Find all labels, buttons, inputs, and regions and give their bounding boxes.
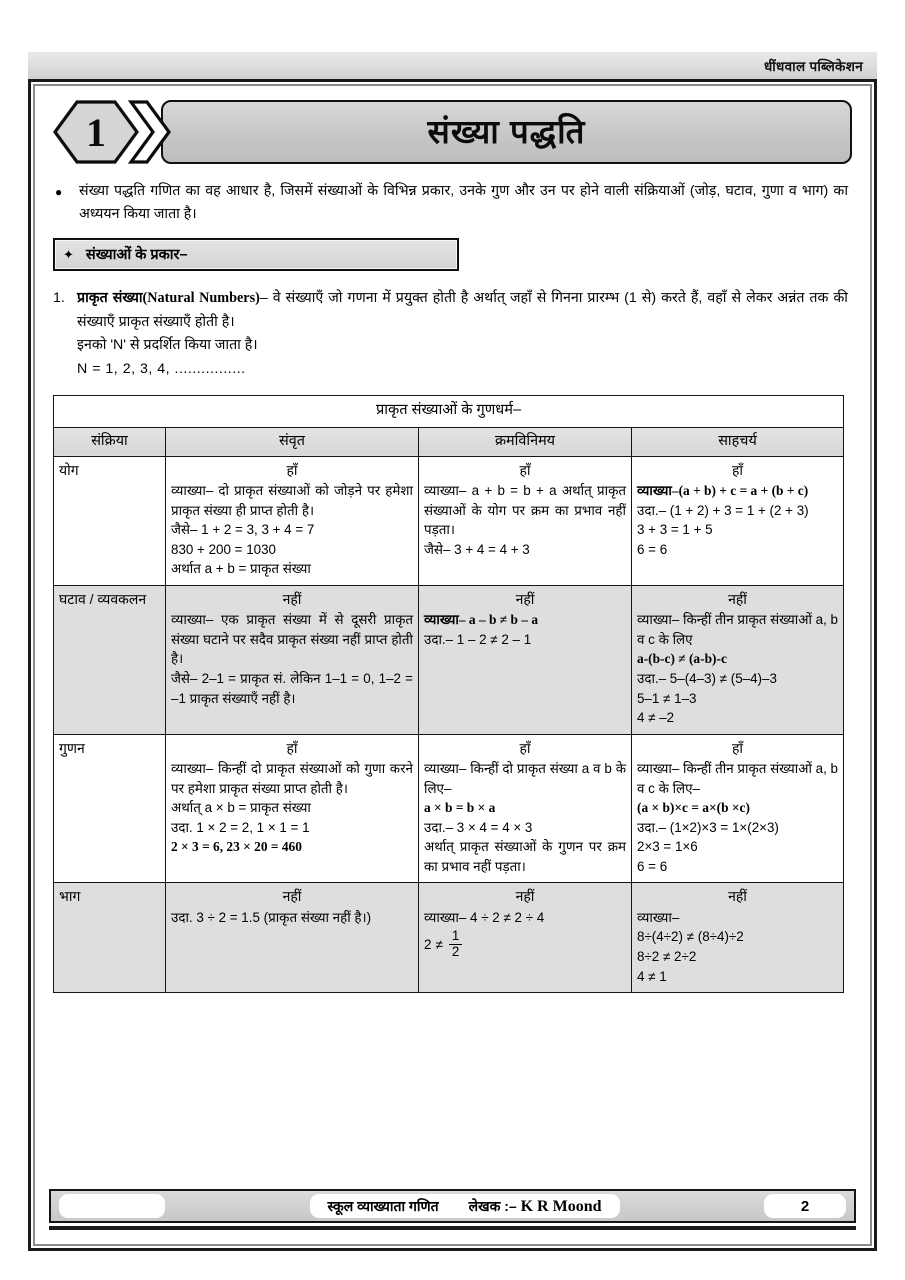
- explanation: व्याख्या– a – b ≠ b – a: [424, 612, 539, 628]
- column-header-commutative: क्रमविनिमय: [419, 427, 632, 456]
- cell-commutative: [419, 456, 632, 585]
- verdict: हाँ: [519, 461, 531, 478]
- example-1: जैसे– 1 + 2 = 3, 3 + 4 = 7: [171, 522, 315, 538]
- explanation: व्याख्या–: [637, 909, 680, 925]
- publisher-band: [28, 52, 877, 79]
- example-3: 6 = 6: [637, 858, 668, 874]
- types-of-numbers-box: [53, 238, 459, 271]
- formula: a × b = b × a: [424, 800, 496, 816]
- properties-table: [53, 395, 844, 993]
- explanation: व्याख्या– एक प्राकृत संख्या में से दूसरी प्राकृत संख्या घटाने पर सदैव प्राकृत संख्या नहीं प्राप्त होती है।: [171, 612, 413, 667]
- cell-closure: [166, 585, 419, 734]
- table-row: [54, 883, 844, 993]
- formula: 8÷(4÷2) ≠ (8÷4)÷2: [637, 929, 744, 945]
- natural-numbers-item: [53, 287, 848, 381]
- example-1: उदा.– 3 × 4 = 4 × 3: [424, 819, 533, 835]
- cell-operation: गुणन: [54, 734, 166, 883]
- list-index: 1.: [53, 290, 65, 306]
- cell-closure: [166, 456, 419, 585]
- chapter-title: संख्या पद्धति: [427, 112, 586, 150]
- column-header-associative: साहचर्य: [632, 427, 844, 456]
- verdict: हाँ: [731, 739, 744, 756]
- not-equal-icon: ≠: [435, 937, 443, 953]
- cell-operation: भाग: [54, 883, 166, 993]
- column-header-operation: संक्रिया: [54, 427, 166, 456]
- cell-operation: घटाव / व्यवकलन: [54, 585, 166, 734]
- example-1: जैसे– 3 + 4 = 4 + 3: [424, 541, 530, 557]
- footer-bar: [49, 1189, 856, 1223]
- footer-author-label: लेखक :–: [468, 1197, 517, 1214]
- fraction-denominator: 2: [451, 943, 460, 959]
- chapter-number-hexagon: [53, 100, 171, 164]
- chapter-title-bar: [161, 100, 852, 164]
- publisher-name: धींधवाल पब्लिकेशन: [763, 58, 863, 74]
- verdict: नहीं: [728, 888, 747, 905]
- fraction: [449, 929, 462, 958]
- footer-center-pill: [310, 1194, 620, 1218]
- table-caption: प्राकृत संख्याओं के गुणधर्म–: [54, 396, 844, 427]
- cell-associative: [632, 883, 844, 993]
- explanation: व्याख्या– a + b = b + a अर्थात् प्राकृत संख्याओं के योग पर क्रम का प्रभाव नहीं पड़ता।: [424, 483, 626, 538]
- cell-closure: [166, 883, 419, 993]
- verdict: हाँ: [286, 739, 298, 756]
- verdict: हाँ: [731, 461, 744, 478]
- formula: (a × b)×c = a×(b ×c): [637, 800, 750, 816]
- cell-associative: [632, 456, 844, 585]
- verdict: नहीं: [515, 888, 535, 905]
- page-content: [35, 86, 870, 1244]
- explanation: व्याख्या– किन्हीं दो प्राकृत संख्याओं को गुणा करने पर हमेशा प्राकृत संख्या प्राप्त होती है।: [171, 761, 413, 796]
- table-caption-row: [54, 396, 844, 427]
- verdict: नहीं: [282, 590, 302, 607]
- intro-text: संख्या पद्धति गणित का वह आधार है, जिसमें संख्याओं के विभिन्न प्रकार, उनके गुण और उन पर होने वाली संक्रियाओं (जोड़, घटाव, गुणा व भाग) का अध्ययन किया जाता है।: [79, 183, 848, 222]
- explanation: व्याख्या– 4 ÷ 2 ≠ 2 ÷ 4: [424, 909, 545, 925]
- example-1: उदा. 1 × 2 = 2, 1 × 1 = 1: [171, 819, 310, 835]
- example-1: उदा. 3 ÷ 2 = 1.5 (प्राकृत संख्या नहीं है।): [171, 909, 372, 925]
- verdict: हाँ: [519, 739, 531, 756]
- example-2: 3 + 3 = 1 + 5: [637, 522, 713, 538]
- fraction-left-operand: 2: [424, 937, 432, 953]
- example-3: 4 ≠ –2: [637, 710, 675, 726]
- example-1: उदा.– 1 – 2 ≠ 2 – 1: [424, 631, 532, 647]
- example-2: 4 ≠ 1: [637, 968, 667, 984]
- explanation: व्याख्या– किन्हीं दो प्राकृत संख्या a व b के लिए–: [424, 761, 626, 796]
- cell-commutative: [419, 883, 632, 993]
- explanation: व्याख्या– किन्हीं तीन प्राकृत संख्याओं a, b व c के लिए–: [637, 761, 839, 796]
- formula: अर्थात् a × b = प्राकृत संख्या: [171, 800, 311, 816]
- example-2: 5–1 ≠ 1–3: [637, 690, 697, 706]
- verdict: हाँ: [286, 461, 298, 478]
- table-row: [54, 585, 844, 734]
- explanation: व्याख्या–(a + b) + c = a + (b + c): [637, 483, 809, 499]
- explanation: व्याख्या– किन्हीं तीन प्राकृत संख्याओं a, b व c के लिए: [637, 612, 839, 647]
- table-row: [54, 456, 844, 585]
- explanation: व्याख्या– दो प्राकृत संख्याओं को जोड़ने पर हमेशा प्राकृत संख्या ही प्राप्त होती है।: [171, 483, 413, 518]
- example-1: उदा.– (1×2)×3 = 1×(2×3): [637, 819, 779, 835]
- cell-associative: [632, 585, 844, 734]
- cell-associative: [632, 734, 844, 883]
- example-1: उदा.– 5–(4–3) ≠ (5–4)–3: [637, 670, 777, 686]
- fraction-numerator: 1: [449, 929, 462, 944]
- conclusion: अर्थात a + b = प्राकृत संख्या: [171, 561, 311, 577]
- footer-left-pill: [59, 1194, 165, 1218]
- page-footer: [49, 1189, 856, 1230]
- natural-heading-hi: प्राकृत संख्या: [77, 290, 143, 306]
- chapter-number: 1: [86, 109, 106, 155]
- example-2: 2 × 3 = 6, 23 × 20 = 460: [171, 839, 302, 855]
- cell-commutative: [419, 734, 632, 883]
- example-2: 830 + 200 = 1030: [171, 541, 276, 557]
- table-header-row: [54, 427, 844, 456]
- fraction-inequality: [424, 930, 626, 959]
- natural-heading-en: (Natural Numbers): [142, 290, 260, 306]
- natural-numbers-body: [77, 287, 848, 381]
- example-1: जैसे– 2–1 = प्राकृत सं. लेकिन 1–1 = 0, 1–2 = –1 प्राकृत संख्याएँ नहीं है।: [171, 670, 413, 706]
- column-header-closure: संवृत: [166, 427, 419, 456]
- cell-closure: [166, 734, 419, 883]
- verdict: नहीं: [728, 590, 747, 607]
- conclusion: अर्थात् प्राकृत संख्याओं के गुणन पर क्रम का प्रभाव नहीं पड़ता।: [424, 839, 626, 874]
- footer-author-name: K R Moond: [520, 1197, 602, 1215]
- example-1: 8÷2 ≠ 2÷2: [637, 949, 697, 965]
- cell-operation: योग: [54, 456, 166, 585]
- footer-page-number: 2: [764, 1194, 846, 1218]
- chapter-banner: [53, 100, 852, 164]
- star-bullet-icon: ✦: [63, 246, 74, 262]
- cell-commutative: [419, 585, 632, 734]
- natural-line-2: इनको 'N' से प्रदर्शित किया जाता है।: [77, 337, 258, 354]
- intro-paragraph: [55, 180, 848, 226]
- footer-subject: स्कूल व्याख्याता गणित: [327, 1197, 439, 1214]
- natural-line-3: N = 1, 2, 3, 4, ................: [77, 360, 246, 377]
- example-1: उदा.– (1 + 2) + 3 = 1 + (2 + 3): [637, 502, 809, 518]
- verdict: नहीं: [515, 590, 535, 607]
- natural-line-1: – वे संख्याएँ जो गणना में प्रयुक्त होती है अर्थात् जहाँ से गिनना प्रारम्भ (1 से) करते हैं, वहाँ से लेकर अन्नंत तक की संख्याएँ प्राकृत संख्याएँ होती है।: [77, 290, 848, 330]
- example-3: 6 = 6: [637, 541, 668, 557]
- table-row: [54, 734, 844, 883]
- bullet-icon: ●: [55, 185, 63, 199]
- verdict: नहीं: [282, 888, 302, 905]
- footer-rule: [49, 1226, 856, 1230]
- types-of-numbers-label: संख्याओं के प्रकार–: [85, 247, 188, 263]
- footer-author: [469, 1197, 602, 1216]
- formula: a-(b-c) ≠ (a-b)-c: [637, 651, 727, 667]
- page-frame: [28, 79, 877, 1251]
- example-2: 2×3 = 1×6: [637, 839, 698, 855]
